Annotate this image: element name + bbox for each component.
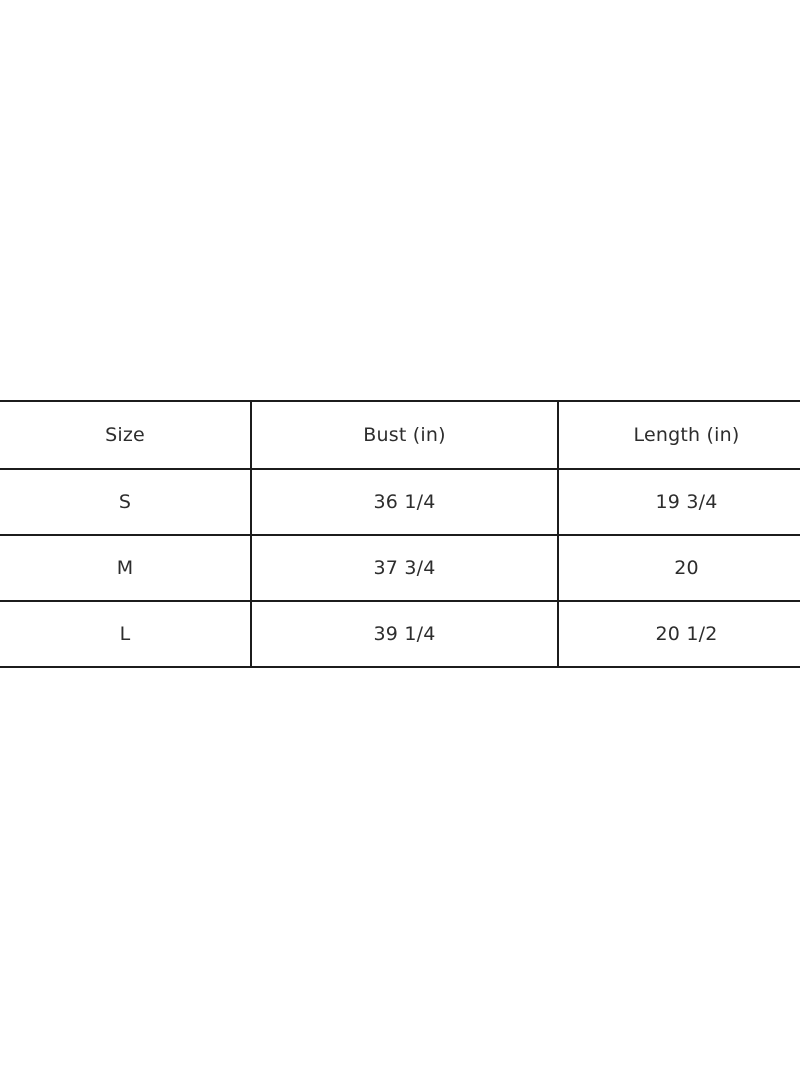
column-header-bust: Bust (in) bbox=[251, 401, 558, 469]
cell-length-l: 20 1/2 bbox=[558, 601, 800, 667]
column-header-length: Length (in) bbox=[558, 401, 800, 469]
table-row bbox=[0, 535, 800, 601]
cell-size-l: L bbox=[0, 601, 251, 667]
cell-size-m: M bbox=[0, 535, 251, 601]
cell-length-s: 19 3/4 bbox=[558, 469, 800, 535]
cell-size-s: S bbox=[0, 469, 251, 535]
table-header-row bbox=[0, 401, 800, 469]
column-header-size: Size bbox=[0, 401, 251, 469]
cell-bust-s: 36 1/4 bbox=[251, 469, 558, 535]
cell-length-m: 20 bbox=[558, 535, 800, 601]
cell-bust-l: 39 1/4 bbox=[251, 601, 558, 667]
cell-bust-m: 37 3/4 bbox=[251, 535, 558, 601]
size-chart-table bbox=[0, 400, 800, 668]
table-row bbox=[0, 469, 800, 535]
size-chart-container bbox=[0, 400, 800, 668]
table-row bbox=[0, 601, 800, 667]
